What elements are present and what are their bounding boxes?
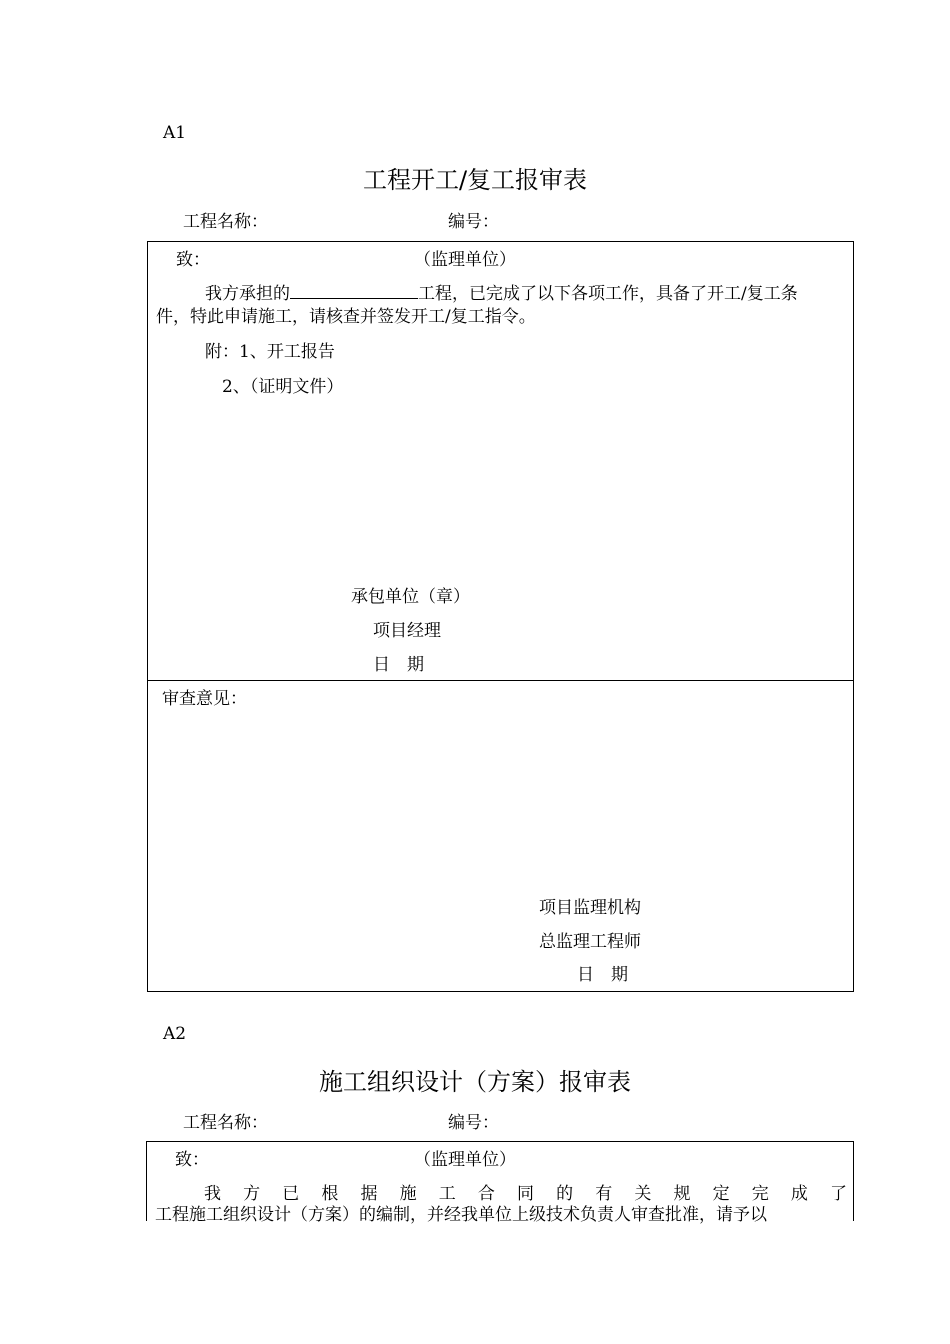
contractor-seal: 承包单位（章） (351, 587, 470, 607)
form-table-a2 (146, 1141, 854, 1225)
form-title-a2: 施工组织设计（方案）报审表 (319, 1068, 631, 1096)
to-label-a2: 致： (175, 1150, 209, 1170)
form-table-a1 (147, 241, 854, 992)
project-name-label-a2: 工程名称： (183, 1113, 268, 1133)
project-name-label: 工程名称： (183, 212, 268, 232)
review-date: 日 期 (577, 965, 628, 985)
application-text-a2-line2: 工程施工组织设计（方案）的编制，并经我单位上级技术负责人审查批准，请予以 (155, 1205, 767, 1225)
to-label: 致： (176, 250, 210, 270)
attachment-1: 附：1、开工报告 (205, 342, 335, 362)
application-text-a2-line1: 我 方 已 根 据 施 工 合 同 的 有 关 规 定 完 成 了 (204, 1184, 847, 1204)
project-manager: 项目经理 (373, 621, 441, 641)
supervisor-unit-a2: （监理单位） (414, 1150, 516, 1170)
review-opinion-label: 审查意见： (162, 689, 247, 709)
number-label-a2: 编号： (448, 1113, 499, 1133)
chief-engineer: 总监理工程师 (539, 932, 641, 952)
number-label: 编号： (448, 212, 499, 232)
form-code-a1: A1 (163, 123, 187, 143)
section-divider (148, 680, 853, 681)
project-blank (290, 284, 418, 299)
supervision-org: 项目监理机构 (539, 898, 641, 918)
application-text-line1: 我方承担的 工程，已完成了以下各项工作，具备了开工/复工条 (205, 284, 798, 304)
supervisor-unit: （监理单位） (414, 250, 516, 270)
attachment-2: 2、（证明文件） (222, 377, 344, 397)
form-code-a2: A2 (163, 1024, 187, 1044)
form-title-a1: 工程开工/复工报审表 (362, 166, 588, 194)
contractor-date: 日 期 (373, 655, 424, 675)
application-text-line2: 件，特此申请施工，请核查并签发开工/复工指令。 (156, 307, 536, 327)
